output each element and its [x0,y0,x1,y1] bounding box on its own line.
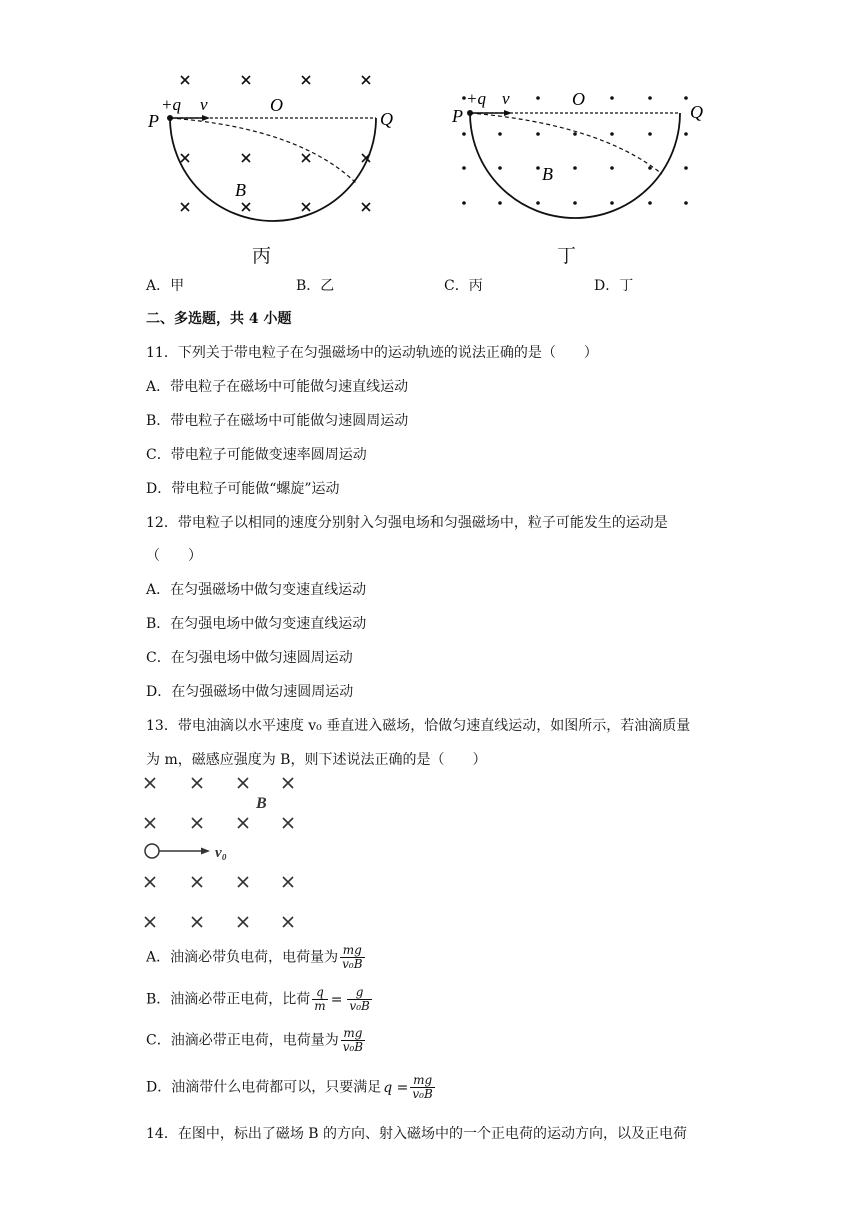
center-label: O [270,95,283,115]
q12-option-c: C．在匀强电场中做匀速圆周运动 [146,650,353,666]
q13-stem-line1: 13．带电油滴以水平速度 v₀ 垂直进入磁场，恰做匀速直线运动，如图所示，若油滴质量 [146,718,691,734]
q13-option-a: A．油滴必带负电荷，电荷量为 $\frac{mg}{\text{v₀B}}$ [146,943,363,971]
point-q-label: Q [380,109,393,129]
q10-option-d: D．丁 [594,278,634,294]
q12-stem-line2: （ ） [146,548,202,564]
figure-ding-label: 丁 [557,245,577,267]
figure-q13 [140,772,310,938]
q11-option-c: C．带电粒子可能做变速率圆周运动 [146,447,367,463]
q12-option-a: A．在匀强磁场中做匀变速直线运动 [146,582,367,598]
point-p-label: P [452,106,463,126]
q13-option-b: B．油滴必带正电荷，比荷 $\frac{q}{m}$ = $\frac{g}{\text{v₀B}}$ [146,985,370,1013]
q11-option-d: D．带电粒子可能做“螺旋”运动 [146,481,340,497]
point-q-label: Q [690,102,703,122]
q11-option-a: A．带电粒子在磁场中可能做匀速直线运动 [146,379,409,395]
point-p-label: P [148,111,159,131]
q11-option-b: B．带电粒子在磁场中可能做匀速圆周运动 [146,413,409,429]
field-label: B [235,180,246,200]
center-label: O [572,89,585,109]
semicircle-boundary [170,118,376,221]
figure-bing [140,66,410,276]
q13-stem-line2: 为 m，磁感应强度为 B，则下述说法正确的是（ ） [146,752,487,768]
q12-option-d: D．在匀强磁场中做匀速圆周运动 [146,684,354,700]
q11-stem: 11．下列关于带电粒子在匀强磁场中的运动轨迹的说法正确的是（ ） [146,345,598,361]
field-label: B [256,795,267,812]
section-heading: 二、多选题，共 4 小题 [146,311,292,327]
charge-label: +q [161,95,181,114]
q14-stem: 14．在图中，标出了磁场 B 的方向、射入磁场中的一个正电荷的运动方向，以及正电荷 [146,1126,688,1142]
trajectory-dashed [170,118,357,184]
q10-option-c: C．丙 [444,278,483,294]
q13-option-d: D．油滴带什么电荷都可以，只要满足 q = $\frac{mg}{\text{v₀B}}$ [146,1073,433,1101]
q13-option-c: C．油滴必带正电荷，电荷量为 $\frac{mg}{\text{v₀B}}$ [146,1026,364,1054]
q12-option-b: B．在匀强电场中做匀变速直线运动 [146,616,367,632]
q10-option-a: A．甲 [146,278,185,294]
field-label: B [542,164,553,184]
q10-option-b: B．乙 [296,278,335,294]
oil-drop [145,844,159,858]
velocity-label: v [502,89,510,108]
trajectory-dashed [470,113,662,174]
velocity-label: v [200,95,208,114]
velocity-label: v₀ [215,845,227,861]
q12-stem-line1: 12．带电粒子以相同的速度分别射入匀强电场和匀强磁场中，粒子可能发生的运动是 [146,515,668,531]
charge-label: +q [466,89,486,108]
figure-ding [440,66,720,276]
figure-bing-label: 丙 [252,245,272,267]
